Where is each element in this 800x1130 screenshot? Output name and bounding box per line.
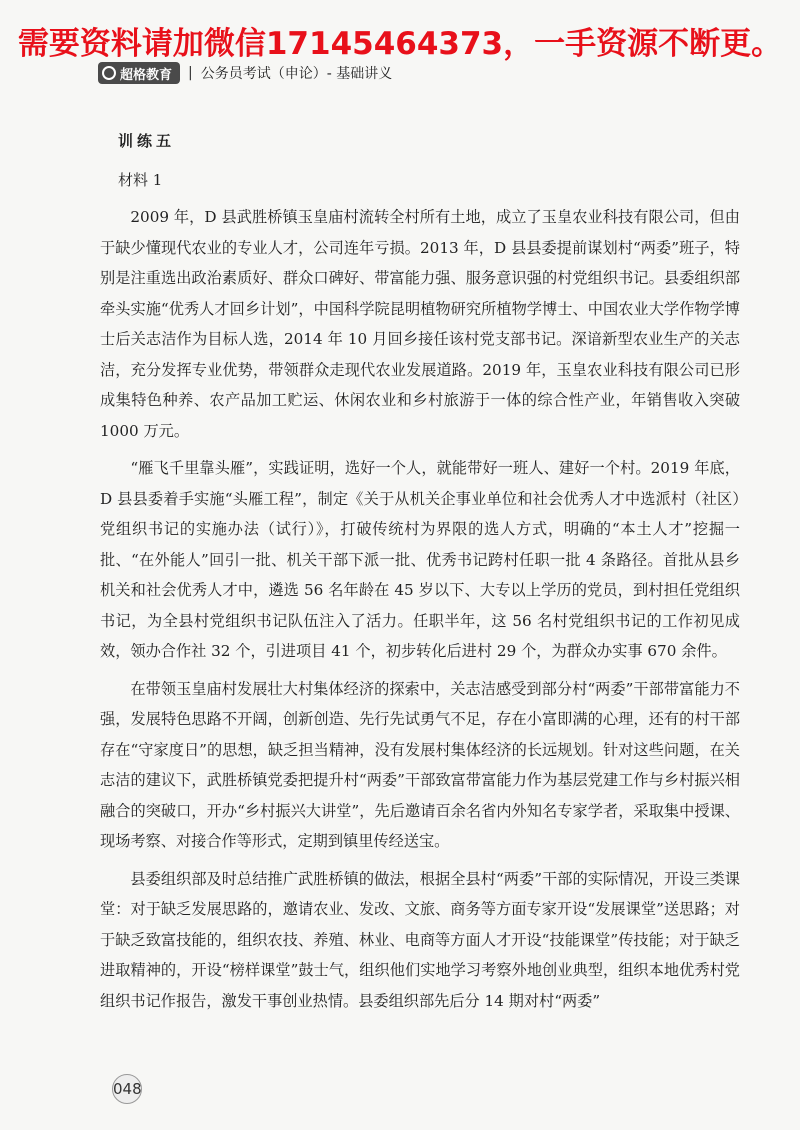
logo-icon — [102, 66, 116, 80]
header-separator: | — [188, 65, 193, 81]
book-title: 公务员考试（申论）- 基础讲义 — [200, 66, 393, 82]
paragraph: “雁飞千里靠头雁”，实践证明，选好一个人，就能带好一班人、建好一个村。2019 年底，D 县县委着手实施“头雁工程”，制定《关于从机关企事业单位和社会优秀人才中选派村（社区）党组织书记的实施办法（试行）》，打破传统村为界限的选人方式，明确的“本土人才”挖掘一批、“在外能人”回引一批、机关干部下派一批、优秀书记跨村任职一批 4 条路径。首批从县乡机关和社会优秀人才中，遴选 56 名年龄在 45 岁以下、大专以上学历的党员，到村担任党组织书记，为全县村党组织书记队伍注入了活力。任职半年，这 56 名村党组织书记的工作初见成效，领办合作社 32 个，引进项目 41 个，初步转化后进村 29 个，为群众办实事 670 余件。 — [100, 459, 740, 660]
page-content — [100, 130, 740, 1023]
promo-banner: 需要资料请加微信17145464373，一手资源不断更。 — [17, 26, 783, 62]
logo-text: 超格教育 — [120, 67, 173, 83]
page-number: 048 — [112, 1074, 142, 1104]
section-title: 训练五 — [118, 132, 176, 150]
publisher-logo — [98, 62, 180, 84]
paragraph: 县委组织部及时总结推广武胜桥镇的做法，根据全县村“两委”干部的实际情况，开设三类课堂：对于缺乏发展思路的，邀请农业、发改、文旅、商务等方面专家开设“发展课堂”送思路；对于缺乏致富技能的，组织农技、养殖、林业、电商等方面人才开设“技能课堂”传技能；对于缺乏进取精神的，开设“榜样课堂”鼓士气，组织他们实地学习考察外地创业典型，组织本地优秀村党组织书记作报告，激发干事创业热情。县委组织部先后分 14 期对村“两委” — [100, 869, 740, 1010]
material-title: 材料 1 — [118, 171, 163, 189]
paragraph: 2009 年，D 县武胜桥镇玉皇庙村流转全村所有土地，成立了玉皇农业科技有限公司，但由于缺少懂现代农业的专业人才，公司连年亏损。2013 年，D 县县委提前谋划村“两委”班子，特别是注重选出政治素质好、群众口碑好、带富能力强、服务意识强的村党组织书记。县委组织部牵头实施“优秀人才回乡计划”，中国科学院昆明植物研究所植物学博士、中国农业大学作物学博士后关志洁作为目标人选，2014 年 10 月回乡接任该村党支部书记。深谙新型农业生产的关志洁，充分发挥专业优势，带领群众走现代农业发展道路。2019 年，玉皇农业科技有限公司已形成集特色种养、农产品加工贮运、休闲农业和乡村旅游于一体的综合性产业，年销售收入突破 1000 万元。 — [100, 208, 740, 440]
paragraph: 在带领玉皇庙村发展壮大村集体经济的探索中，关志洁感受到部分村“两委”干部带富能力不强，发展特色思路不开阔，创新创造、先行先试勇气不足，存在小富即满的心理，还有的村干部存在“守家度日”的思想，缺乏担当精神，没有发展村集体经济的长远规划。针对这些问题，在关志洁的建议下，武胜桥镇党委把提升村“两委”干部致富带富能力作为基层党建工作与乡村振兴相融合的突破口，开办“乡村振兴大讲堂”，先后邀请百余名省内外知名专家学者，采取集中授课、现场考察、对接合作等形式，定期到镇里传经送宝。 — [100, 679, 740, 850]
page-header — [98, 60, 392, 86]
